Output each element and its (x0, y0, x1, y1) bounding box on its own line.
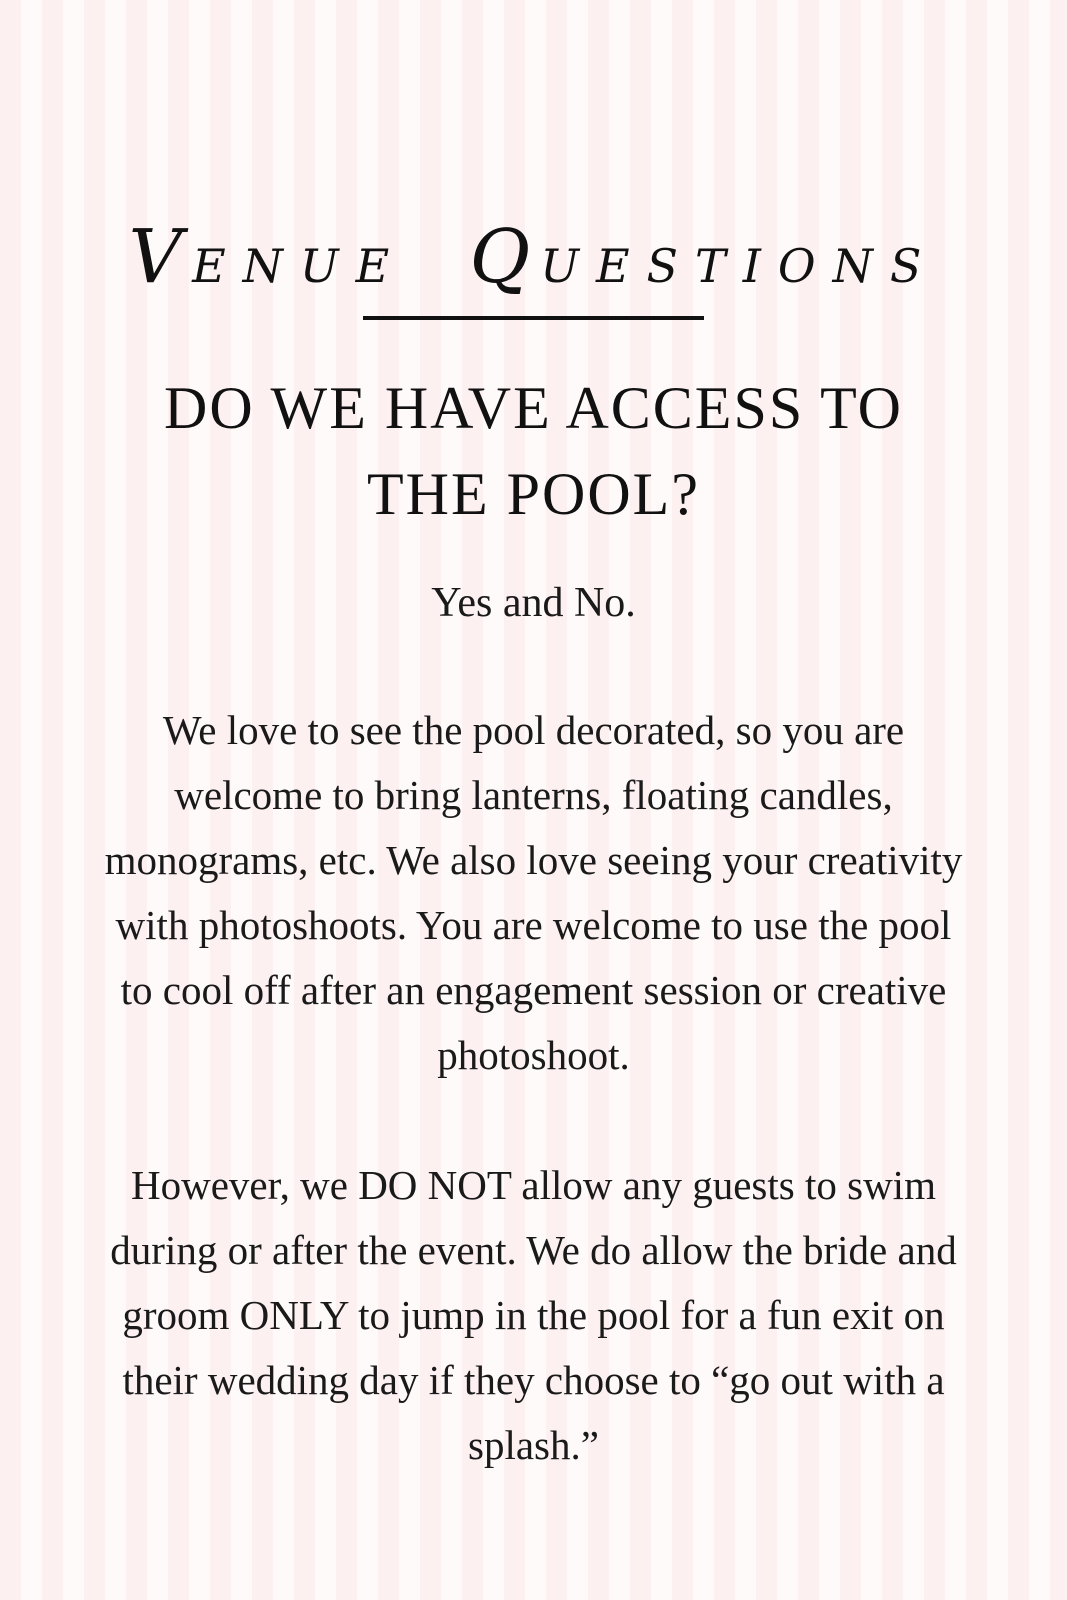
answer-paragraph-swimming-policy: However, we DO NOT allow any guests to swim during or after the event. We do allow the bride and groom ONLY to jump in the pool for a fun exit on their wedding day if they choose to “go out with a splash.” (110, 1162, 957, 1468)
short-answer: Yes and No. (431, 580, 636, 626)
answer-paragraph-decorations: We love to see the pool decorated, so you are welcome to bring lanterns, floating candles, monograms, etc. We also love seeing your creativity with photoshoots. You are welcome to use the pool to cool off after an engagement session or creative photoshoot. (104, 707, 963, 1078)
section-title-initial-v: V (128, 214, 193, 300)
section-title-word-questions: UESTIONS (540, 239, 939, 293)
title-divider (363, 316, 704, 320)
question-heading: DO WE HAVE ACCESS TO THE POOL? (163, 375, 904, 527)
section-title (0, 214, 1067, 301)
section-title-word-venue: ENUE (192, 239, 407, 293)
section-title-initial-q: Q (469, 214, 541, 300)
